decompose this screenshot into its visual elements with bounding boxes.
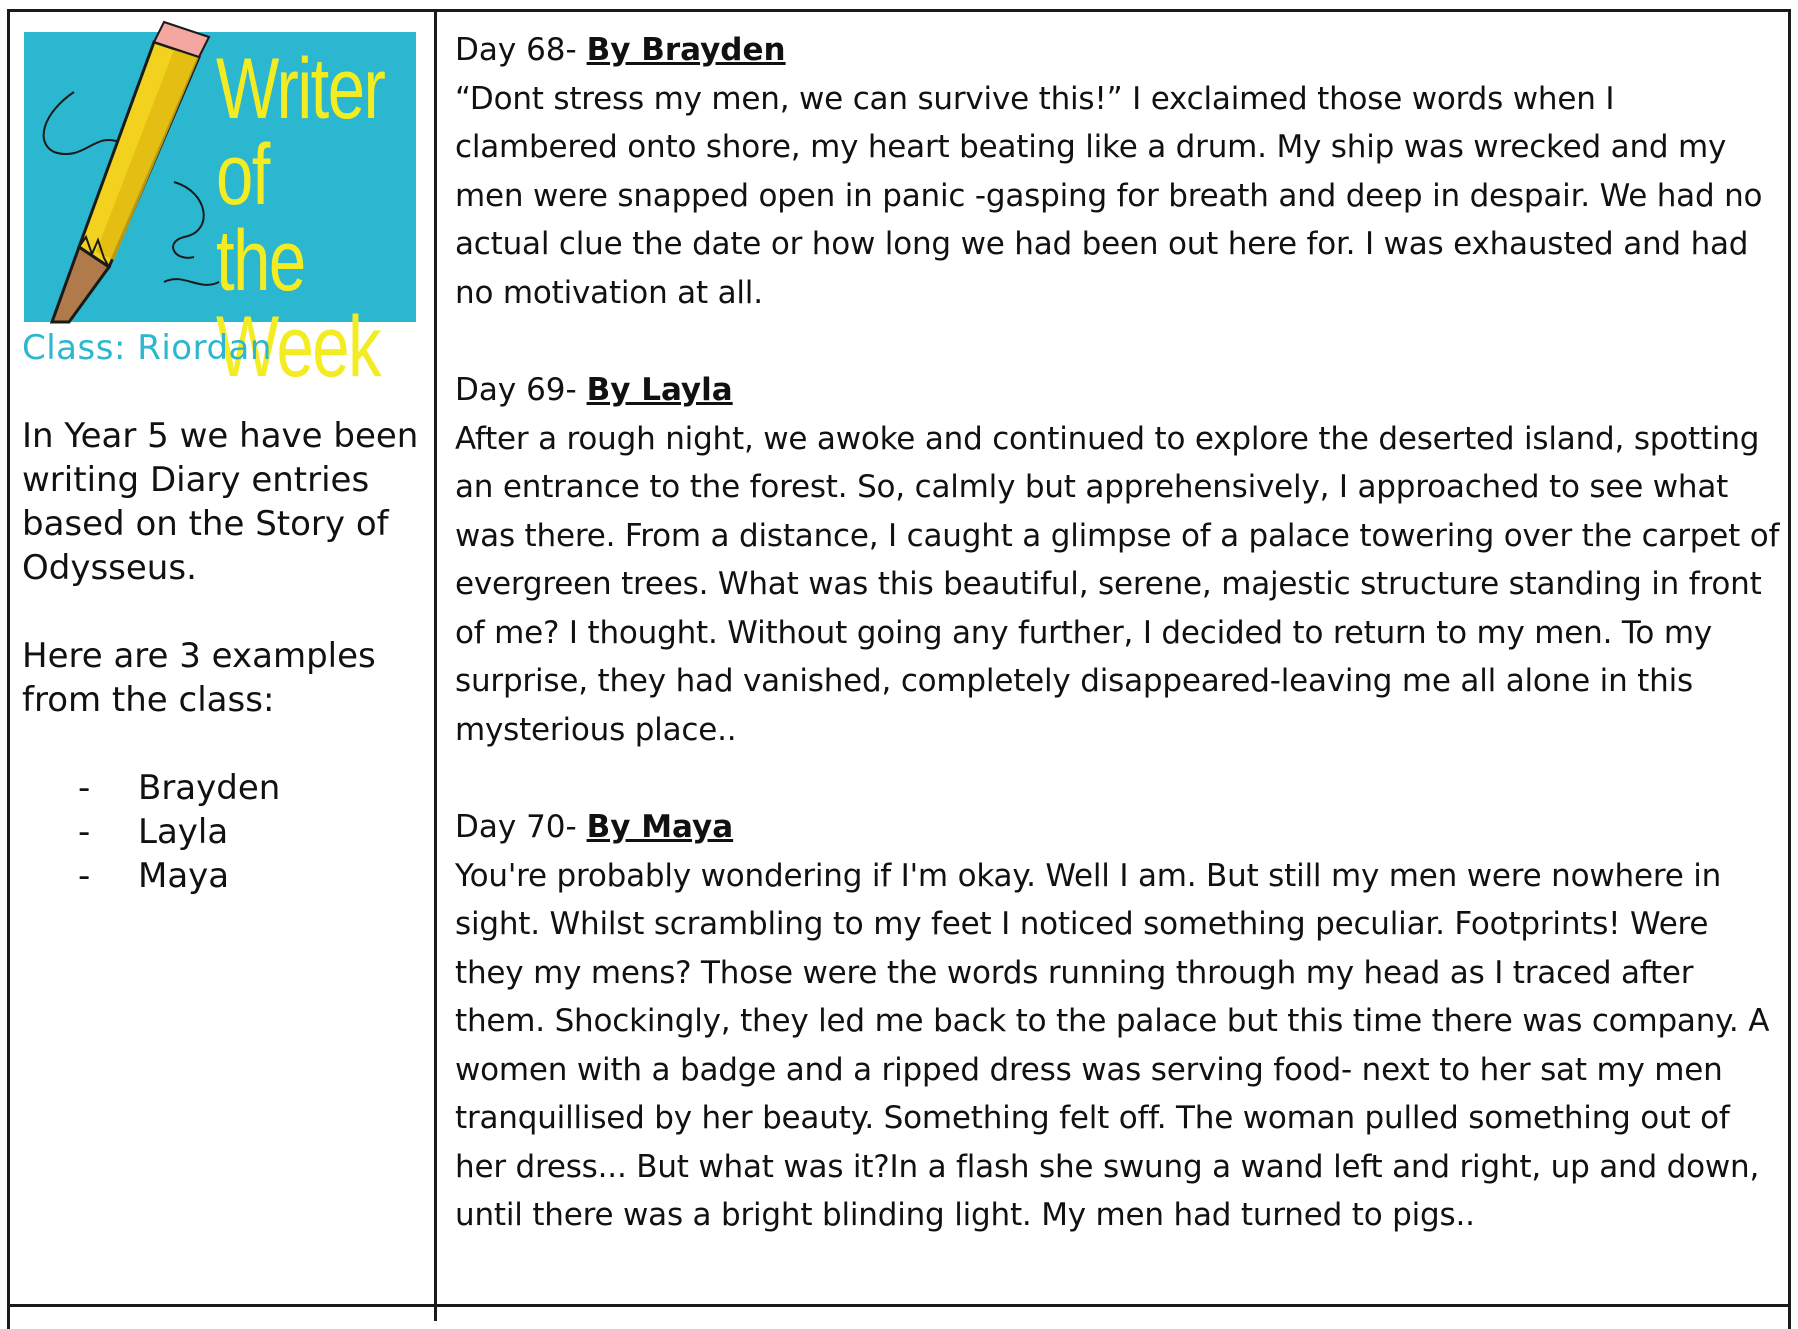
- diary-entries: [455, 26, 1785, 1289]
- list-item: [78, 854, 280, 898]
- bullet-dash: -: [78, 856, 91, 896]
- bullet-dash: -: [78, 812, 91, 852]
- entry-heading: [455, 366, 1785, 415]
- entry-text: “Dont stress my men, we can survive this!” I exclaimed those words when I clambered onto shore, my heart beating like a drum. My ship was wrecked and my men were snapped open in panic -gasping for breath and deep in despair. We had no actual clue the date or how long we had been out here for. I was exhausted and had no motivation at all.: [455, 80, 1763, 311]
- diary-entry-day-68: [455, 26, 1785, 317]
- entry-day: Day 68-: [455, 32, 587, 68]
- list-item: [78, 810, 280, 854]
- example-names-list: [78, 766, 280, 898]
- diary-entry-day-70: [455, 803, 1785, 1240]
- entry-text: You're probably wondering if I'm okay. Well I am. But still my men were nowhere in sight. Whilst scrambling to my feet I noticed something peculiar. Footprints! Were they my mens? Those were the words running through my head as I traced after them. Shockingly, they led me back to the palace but this time there was company. A women with a badge and a ripped dress was serving food- next to her sat my men tranquillised by her beauty. Something felt off. The woman pulled something out of her dress... But what was it?In a flash she swung a wand left and right, up and down, until there was a bright blinding light. My men had turned to pigs..: [455, 857, 1770, 1233]
- entry-day: Day 70-: [455, 809, 587, 845]
- class-label: Class: Riordan: [22, 328, 272, 368]
- name-brayden: Brayden: [138, 768, 281, 808]
- bullet-dash: -: [78, 768, 91, 808]
- list-item: [78, 766, 280, 810]
- entry-heading: [455, 803, 1785, 852]
- examples-intro: Here are 3 examples from the class:: [22, 636, 376, 720]
- entry-author: By Brayden: [586, 32, 786, 68]
- row-divider: [7, 1304, 1791, 1307]
- name-maya: Maya: [138, 856, 230, 896]
- diary-entry-day-69: [455, 366, 1785, 754]
- column-divider: [434, 9, 437, 1321]
- entry-heading: [455, 26, 1785, 75]
- entry-author: By Maya: [586, 809, 734, 845]
- logo-line-week: Week: [216, 299, 381, 395]
- intro-text: In Year 5 we have been writing Diary entries based on the Story of Odysseus.: [22, 416, 419, 588]
- entry-text: After a rough night, we awoke and continued to explore the deserted island, spotting an entrance to the forest. So, calmly but apprehensively, I approached to see what was there. From a distance, I caught a glimpse of a palace towering over the carpet of evergreen trees. What was this beautiful, serene, majestic structure standing in front of me? I thought. Without going any further, I decided to return to my men. To my surprise, they had vanished, completely disappeared-leaving me all alone in this mysterious place..: [455, 420, 1780, 748]
- entry-day: Day 69-: [455, 372, 587, 408]
- entry-author: By Layla: [586, 372, 733, 408]
- logo-line-writer: Writer: [216, 41, 385, 137]
- name-layla: Layla: [138, 812, 229, 852]
- logo-line-of-the: of the: [216, 127, 305, 309]
